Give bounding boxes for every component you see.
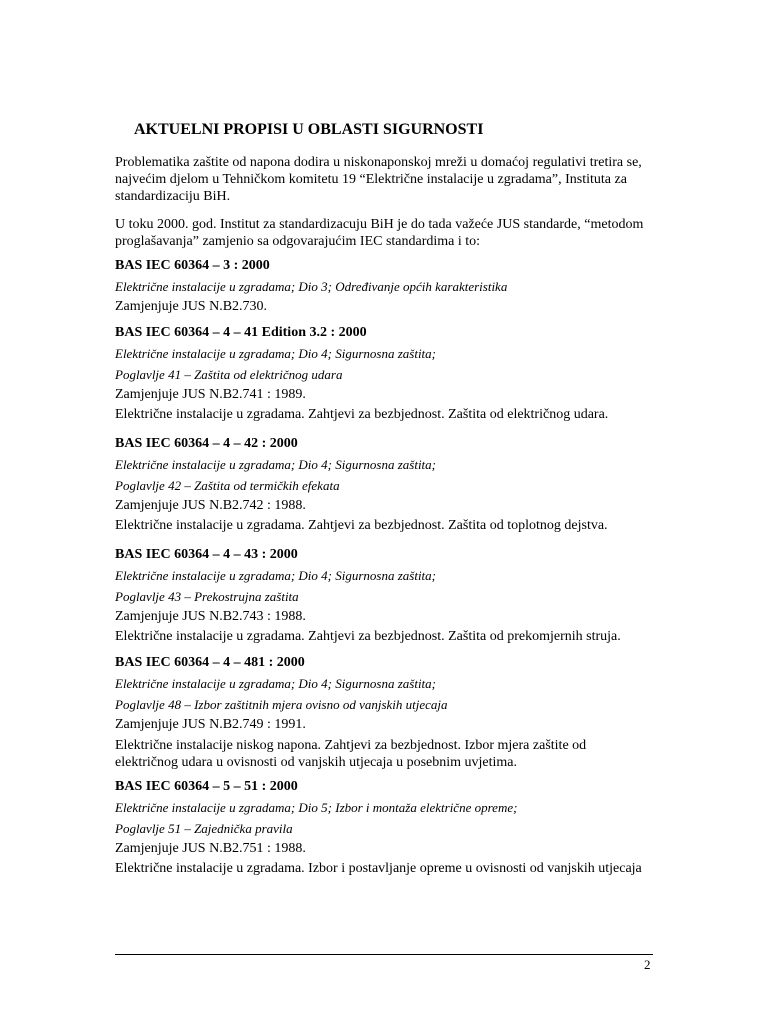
standard-entry xyxy=(115,777,675,879)
standard-replaces: Zamjenjuje JUS N.B2.749 : 1991. xyxy=(115,717,306,732)
intro-paragraph-2: U toku 2000. god. Institut za standardizacuju BiH je do tada važeće JUS standarde, “metodom proglašavanja” zamjenio sa odgovarajućim IEC standardima i to: xyxy=(115,217,644,249)
standard-code: BAS IEC 60364 – 4 – 42 : 2000 xyxy=(115,436,298,451)
standard-italic-line: Električne instalacije u zgradama; Dio 4; Sigurnosna zaštita; xyxy=(115,568,437,583)
standard-italic-line: Električne instalacije u zgradama; Dio 4; Sigurnosna zaštita; xyxy=(115,346,437,361)
standard-replaces: Zamjenjuje JUS N.B2.741 : 1989. xyxy=(115,387,306,402)
standard-entry xyxy=(115,434,675,536)
standard-italic-line: Električne instalacije u zgradama; Dio 4; Sigurnosna zaštita; xyxy=(115,457,437,472)
page-number: 2 xyxy=(644,957,651,972)
standard-italic-line: Električne instalacije u zgradama; Dio 5; Izbor i montaža električne opreme; xyxy=(115,800,518,815)
standard-italic-line: Električne instalacije u zgradama; Dio 4; Sigurnosna zaštita; xyxy=(115,676,437,691)
standard-entry xyxy=(115,653,675,771)
standard-italic-line: Električne instalacije u zgradama; Dio 3; Određivanje općih karakteristika xyxy=(115,279,508,294)
standard-italic-line: Poglavlje 41 – Zaštita od električnog udara xyxy=(115,367,343,382)
standard-code: BAS IEC 60364 – 4 – 41 Edition 3.2 : 2000 xyxy=(115,325,367,340)
standard-italic-line: Poglavlje 43 – Prekostrujna zaštita xyxy=(115,589,299,604)
standard-code: BAS IEC 60364 – 4 – 43 : 2000 xyxy=(115,547,298,562)
standard-replaces: Zamjenjuje JUS N.B2.730. xyxy=(115,299,268,314)
standard-replaces: Zamjenjuje JUS N.B2.751 : 1988. xyxy=(115,841,306,856)
standard-code: BAS IEC 60364 – 4 – 481 : 2000 xyxy=(115,655,305,670)
standard-description: Električne instalacije niskog napona. Zahtjevi za bezbjednost. Izbor mjera zaštite od električnog udara u ovisnosti od vanjskih utjecaja u posebnim uvjetima. xyxy=(115,738,587,770)
standard-entry xyxy=(115,545,675,647)
standard-code: BAS IEC 60364 – 3 : 2000 xyxy=(115,258,270,273)
standard-replaces: Zamjenjuje JUS N.B2.742 : 1988. xyxy=(115,498,306,513)
standard-entry xyxy=(115,323,675,425)
page-title: AKTUELNI PROPISI U OBLASTI SIGURNOSTI xyxy=(134,121,484,138)
standard-description: Električne instalacije u zgradama. Zahtjevi za bezbjednost. Zaštita od toplotnog dejstva. xyxy=(115,518,608,533)
standard-description: Električne instalacije u zgradama. Zahtjevi za bezbjednost. Zaštita od prekomjernih struja. xyxy=(115,629,621,644)
standard-code: BAS IEC 60364 – 5 – 51 : 2000 xyxy=(115,779,298,794)
standard-replaces: Zamjenjuje JUS N.B2.743 : 1988. xyxy=(115,609,306,624)
intro-paragraph-1: Problematika zaštite od napona dodira u niskonaponskoj mreži u domaćoj regulativi tretira se, najvećim djelom u Tehničkom komitetu 19 “Električne instalacije u zgradama”, Instituta za standardizaciju BiH. xyxy=(115,155,642,204)
standard-italic-line: Poglavlje 48 – Izbor zaštitnih mjera ovisno od vanjskih utjecaja xyxy=(115,697,448,712)
standard-description: Električne instalacije u zgradama. Zahtjevi za bezbjednost. Zaštita od električnog udara. xyxy=(115,407,609,422)
standard-description: Električne instalacije u zgradama. Izbor i postavljanje opreme u ovisnosti od vanjskih utjecaja xyxy=(115,861,642,876)
footer-divider xyxy=(115,954,653,955)
standard-italic-line: Poglavlje 42 – Zaštita od termičkih efekata xyxy=(115,478,340,493)
standard-entry xyxy=(115,256,675,317)
standard-italic-line: Poglavlje 51 – Zajednička pravila xyxy=(115,821,293,836)
